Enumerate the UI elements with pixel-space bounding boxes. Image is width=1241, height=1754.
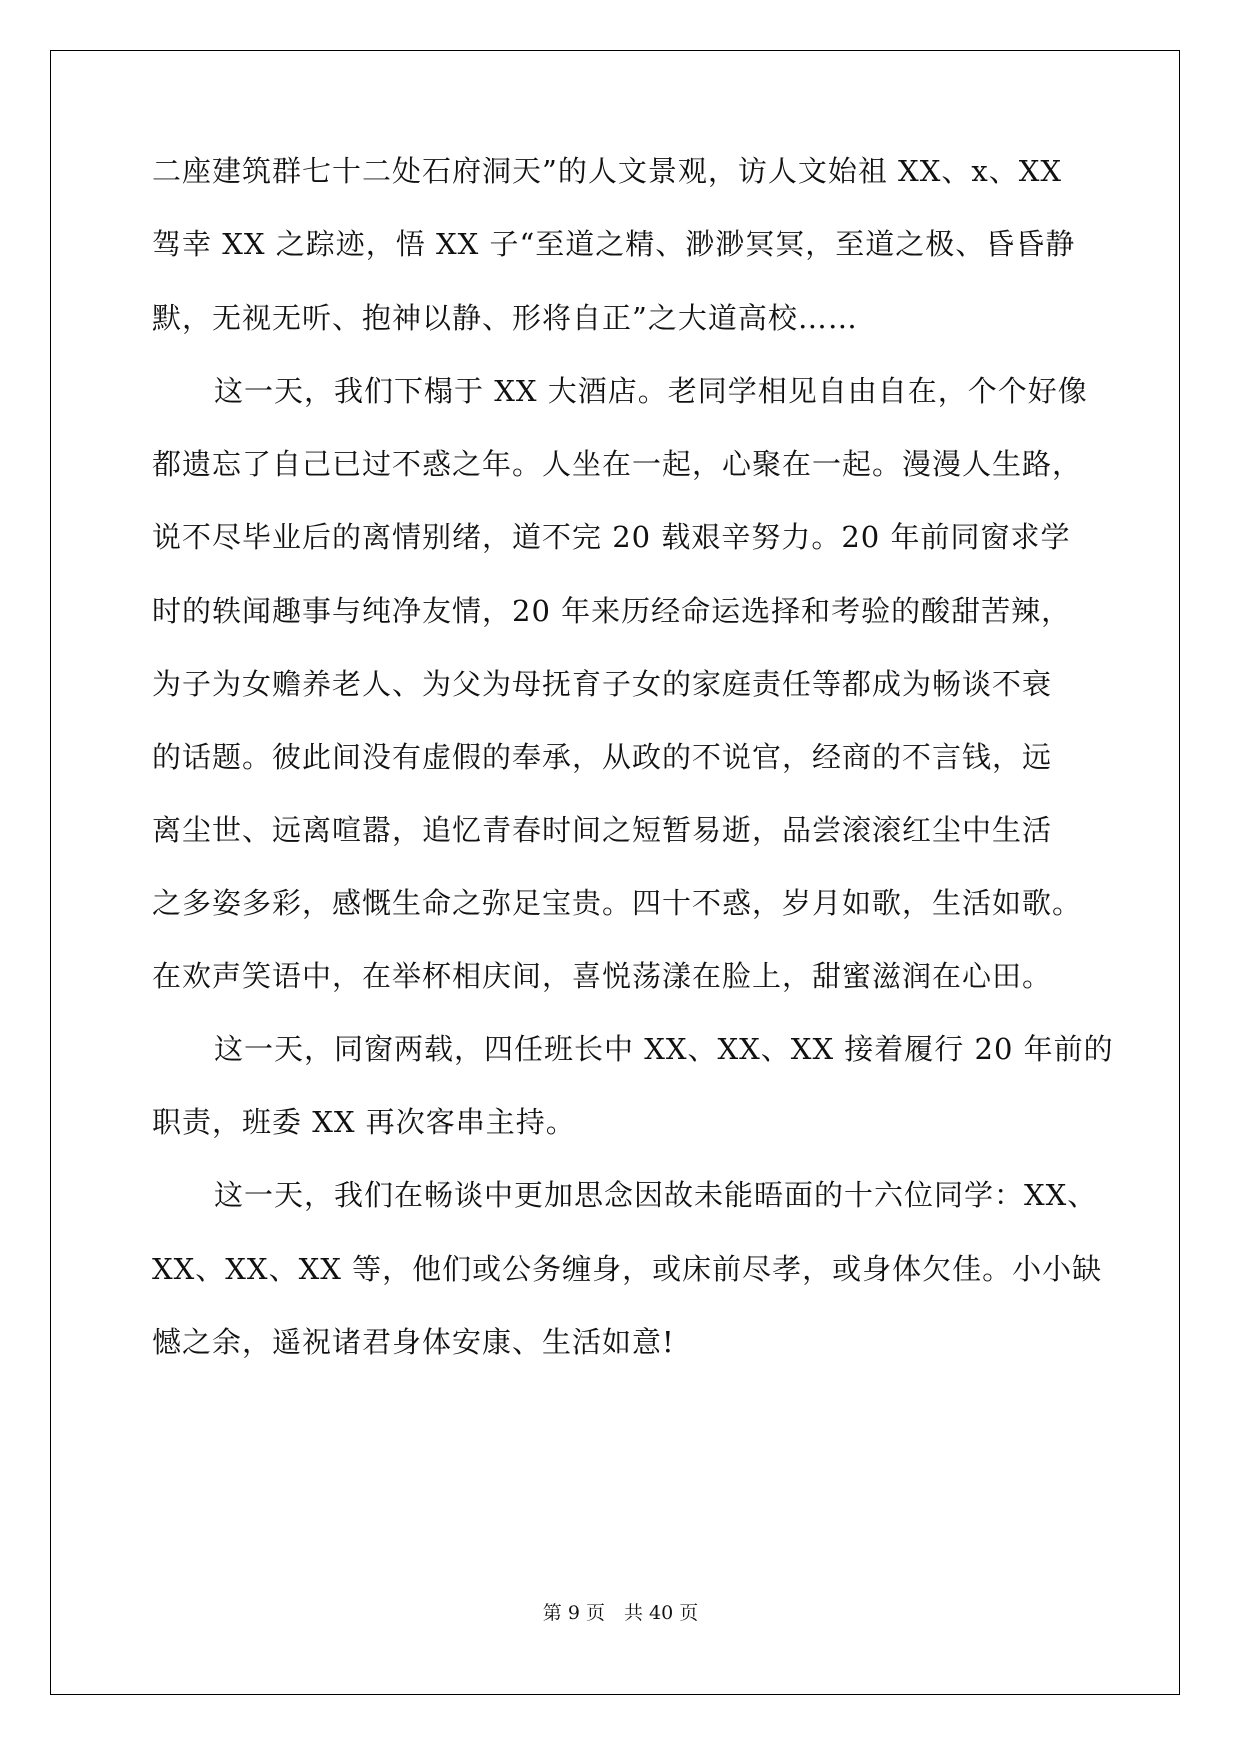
text-line-9: 的话题。彼此间没有虚假的奉承，从政的不说官，经商的不言钱，远 — [152, 740, 1053, 774]
text-line-16: XX、XX、XX 等，他们或公务缠身，或床前尽孝，或身体欠佳。小小缺 — [152, 1252, 1103, 1286]
text-line-8: 为子为女赡养老人、为父为母抚育子女的家庭责任等都成为畅谈不衰 — [152, 667, 1053, 701]
page-number: 第 9 页 共 40 页 — [542, 1602, 699, 1624]
text-line-13: 这一天，同窗两载，四任班长中 XX、XX、XX 接着履行 20 年前的 — [214, 1032, 1114, 1066]
text-line-6: 说不尽毕业后的离情别绪，道不完 20 载艰辛努力。20 年前同窗求学 — [152, 520, 1071, 554]
text-line-11: 之多姿多彩，感慨生命之弥足宝贵。四十不惑，岁月如歌，生活如歌。 — [152, 886, 1083, 920]
text-line-15: 这一天，我们在畅谈中更加思念因故未能晤面的十六位同学：XX、 — [214, 1178, 1098, 1212]
text-line-10: 离尘世、远离喧嚣，追忆青春时间之短暂易逝，品尝滚滚红尘中生活 — [152, 813, 1053, 847]
text-line-4: 这一天，我们下榻于 XX 大酒店。老同学相见自由自在，个个好像 — [214, 374, 1088, 408]
text-line-7: 时的轶闻趣事与纯净友情，20 年来历经命运选择和考验的酸甜苦辣， — [152, 594, 1072, 628]
text-line-3: 默，无视无听、抱神以静、形将自正”之大道高校…… — [152, 301, 858, 335]
text-line-17: 憾之余，遥祝诸君身体安康、生活如意! — [152, 1325, 675, 1359]
text-line-1: 二座建筑群七十二处石府洞天”的人文景观，访人文始祖 XX、x、XX — [152, 154, 1062, 188]
text-line-5: 都遗忘了自己已过不惑之年。人坐在一起，心聚在一起。漫漫人生路， — [152, 447, 1083, 481]
text-line-12: 在欢声笑语中，在举杯相庆间，喜悦荡漾在脸上，甜蜜滋润在心田。 — [152, 959, 1053, 993]
text-line-2: 驾幸 XX 之踪迹，悟 XX 子“至道之精、渺渺冥冥，至道之极、昏昏静 — [152, 227, 1076, 261]
text-line-14: 职责，班委 XX 再次客串主持。 — [152, 1105, 576, 1139]
